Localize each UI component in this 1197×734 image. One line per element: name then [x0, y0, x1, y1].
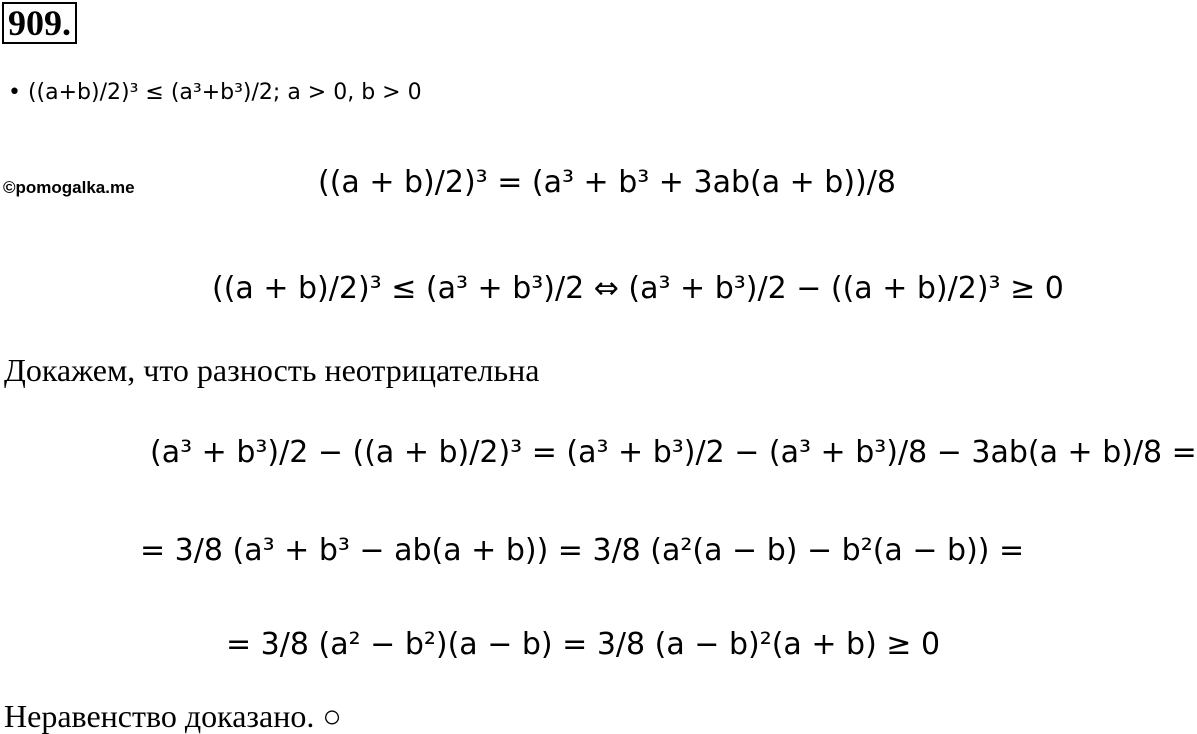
given-inequality: • ((a+b)/2)³ ≤ (a³+b³)/2; a > 0, b > 0: [8, 80, 422, 105]
final-factorization: = 3/8 (a² − b²)(a − b) = 3/8 (a − b)²(a + b) ≥ 0: [226, 627, 941, 662]
difference-expansion: (a³ + b³)/2 − ((a + b)/2)³ = (a³ + b³)/2 − (a³ + b³)/8 − 3ab(a + b)/8 =: [150, 435, 1197, 470]
problem-number: 909.: [2, 2, 77, 44]
conclusion: Неравенство доказано. ○: [4, 698, 342, 734]
factoring-step: = 3/8 (a³ + b³ − ab(a + b)) = 3/8 (a²(a − b) − b²(a − b)) =: [140, 533, 1025, 568]
cube-expansion: ((a + b)/2)³ = (a³ + b³ + 3ab(a + b))/8: [318, 165, 896, 200]
watermark: ©pomogalka.me: [3, 178, 135, 197]
proof-statement: Докажем, что разность неотрицательна: [4, 352, 540, 388]
equivalent-inequality: ((a + b)/2)³ ≤ (a³ + b³)/2 ⇔ (a³ + b³)/2 − ((a + b)/2)³ ≥ 0: [212, 271, 1064, 306]
